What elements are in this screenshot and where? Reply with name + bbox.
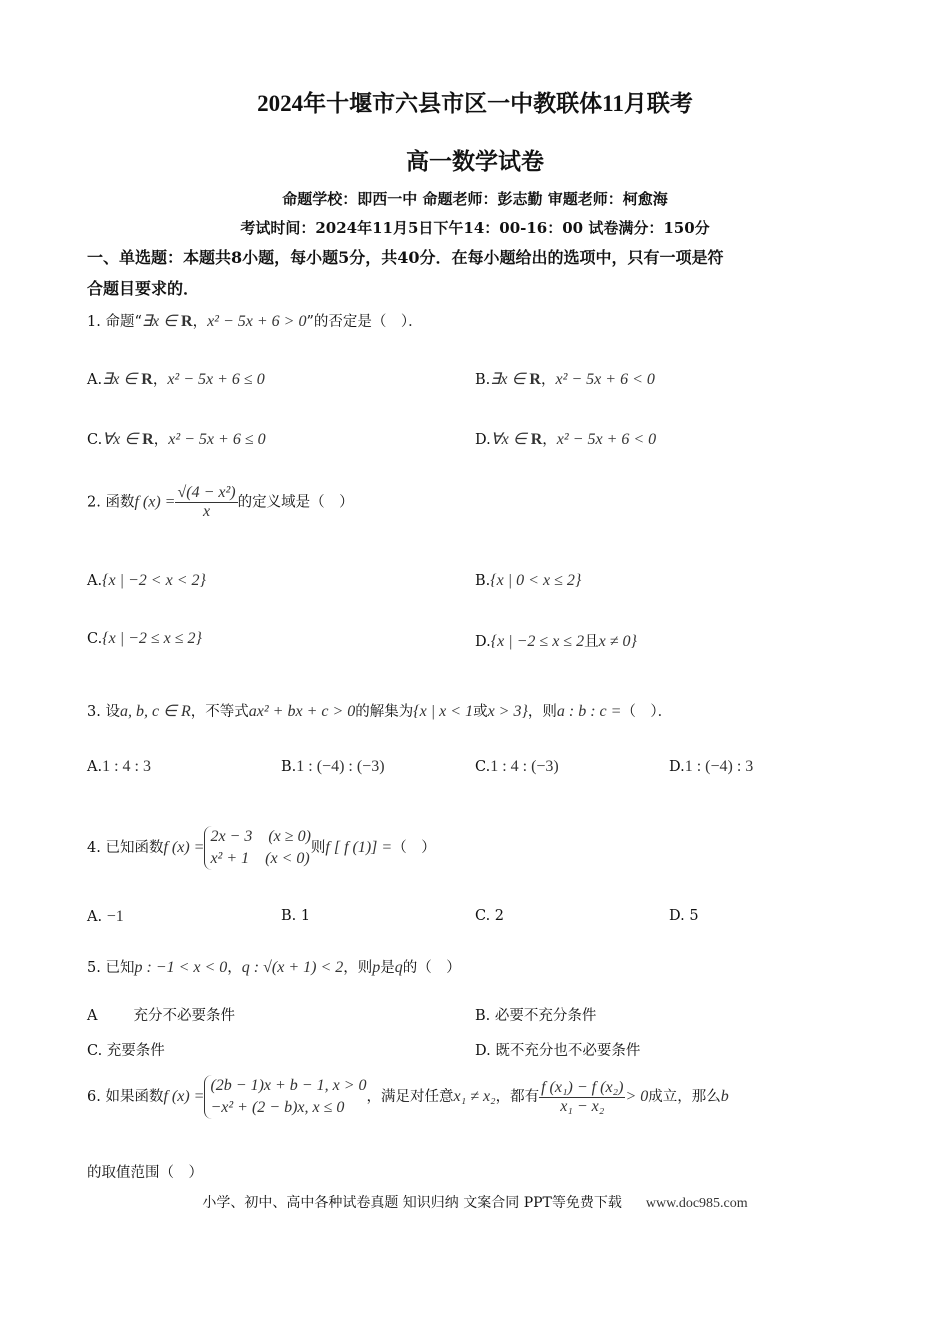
option-math-quantifier: ∃x ∈ — [102, 371, 142, 388]
option-math-set: R — [530, 431, 543, 448]
q3-math-vars: a, b, c ∈ R — [119, 703, 191, 720]
exam-subtitle: 高一数学试卷 — [406, 149, 544, 174]
q3-option-c[interactable] — [475, 758, 559, 776]
question-4 — [87, 826, 436, 870]
q5-math-q: q : √(x + 1) < 2 — [241, 959, 344, 976]
q3-option-a[interactable] — [87, 758, 151, 776]
q4-text: 则 — [310, 840, 326, 856]
q4-option-a[interactable] — [87, 908, 124, 926]
option-math: {x | −2 < x < 2} — [102, 572, 206, 589]
option-label: B. — [475, 573, 491, 589]
option-label: B. — [281, 908, 297, 924]
option-math-set: R — [141, 371, 153, 388]
q5-option-c[interactable] — [87, 1039, 165, 1060]
q1-option-b[interactable]: B.∃x ∈ R，x² − 5x + 6 < 0 — [475, 371, 655, 388]
option-math-inequality: x² − 5x + 6 < 0 — [555, 371, 655, 388]
exam-title: 2024年十堰市六县市区一中教联体11月联考 — [257, 91, 693, 116]
option-value: 1 — [300, 908, 311, 924]
q5-blank: 的（ ） — [402, 960, 461, 976]
q4-option-d[interactable] — [669, 908, 699, 924]
option-math-inequality: x² − 5x + 6 ≤ 0 — [167, 371, 265, 388]
exam-info-line: 考试时间：2024年11月5日下午14：00-16：00 试卷满分：150分 — [240, 219, 710, 237]
option-value: −1 — [106, 908, 124, 925]
q5-sep: ， — [227, 960, 242, 976]
q1-option-a[interactable]: A.∃x ∈ R，x² − 5x + 6 ≤ 0 — [87, 371, 265, 388]
option-label: B. — [475, 1008, 491, 1024]
option-math-quantifier: ∃x ∈ — [490, 371, 530, 388]
q6-text: 成立，那么 — [648, 1089, 721, 1105]
option-math: {x | −2 ≤ x ≤ 2 — [490, 633, 585, 650]
option-connective: 且 — [584, 634, 599, 650]
q3-text: 的解集为 — [355, 704, 414, 720]
q3-option-b[interactable] — [281, 758, 385, 776]
q4-piecewise — [204, 826, 310, 870]
q6-text: ，都有 — [495, 1089, 540, 1105]
q5-option-b[interactable] — [475, 1004, 596, 1025]
option-text: 充要条件 — [106, 1043, 165, 1059]
option-math: x ≠ 0} — [598, 633, 637, 650]
q3-blank: （ ）． — [621, 704, 673, 720]
q6-fraction — [539, 1079, 625, 1116]
q1-option-d[interactable]: D.∀x ∈ R，x² − 5x + 6 < 0 — [475, 431, 657, 448]
option-math-quantifier: ∀x ∈ — [102, 431, 143, 448]
q1-suffix: ”的否定是（ ）． — [306, 314, 423, 330]
q4-math-composition: f [ f (1)] = — [325, 839, 393, 856]
option-text: 充分不必要条件 — [133, 1008, 235, 1024]
option-math-set: R — [529, 371, 541, 388]
section-heading-line2: 合题目要求的． — [87, 279, 200, 298]
q3-option-d[interactable] — [669, 758, 753, 776]
q5-var-p: p — [372, 959, 381, 976]
piecewise-case: x² + 1 (x < 0) — [210, 850, 310, 867]
section-heading-line1: 一、单选题：本题共8小题，每小题5分，共40分．在每小题给出的选项中，只有一项是符 — [87, 248, 724, 267]
question-5 — [87, 956, 461, 977]
fraction-denominator: x — [202, 503, 211, 520]
q3-text: ，则 — [527, 704, 557, 720]
q6-text: ，满足对任意 — [366, 1089, 454, 1105]
option-math-set: R — [142, 431, 154, 448]
authors-line: 命题学校：即西一中 命题老师：彭志勤 审题老师：柯愈海 — [282, 190, 668, 208]
question-2 — [87, 484, 354, 521]
q3-text: 或 — [473, 704, 488, 720]
q4-option-c[interactable] — [475, 908, 504, 924]
question-6 — [87, 1075, 729, 1119]
q3-math-ratio: a : b : c = — [556, 703, 622, 720]
q4-math-fx: f (x) = — [163, 839, 205, 856]
piecewise-case: (2b − 1)x + b − 1, x > 0 — [210, 1077, 367, 1094]
q2-option-d[interactable] — [475, 630, 637, 651]
q3-math-set: x > 3} — [487, 703, 528, 720]
q2-suffix: 的定义域是（ ） — [237, 494, 354, 511]
q6-math-fx: f (x) = — [163, 1088, 205, 1105]
q1-option-c[interactable]: C.∀x ∈ R，x² − 5x + 6 ≤ 0 — [87, 431, 266, 448]
option-label: D. — [475, 432, 491, 448]
option-math: 1 : (−4) : 3 — [684, 758, 754, 775]
option-label: D. — [669, 908, 685, 924]
q1-math-quantifier: ∃x ∈ — [141, 313, 182, 330]
option-label: D. — [475, 1043, 491, 1059]
option-text: 既不充分也不必要条件 — [495, 1043, 641, 1059]
question-1 — [87, 310, 423, 331]
q1-math-set: R — [181, 313, 193, 330]
option-label: A — [87, 1008, 98, 1024]
q2-option-a[interactable] — [87, 572, 206, 590]
question-3 — [87, 700, 672, 721]
option-math: 1 : 4 : (−3) — [490, 758, 559, 775]
q5-math-p: p : −1 < x < 0 — [134, 959, 228, 976]
option-math-inequality: x² − 5x + 6 ≤ 0 — [168, 431, 266, 448]
option-label: B. — [281, 759, 297, 775]
fraction-numerator: f (x₁) − f (x₂) — [541, 1078, 624, 1096]
option-label: D. — [475, 634, 491, 650]
q5-prefix: 5. 已知 — [87, 960, 135, 976]
option-label: A. — [87, 573, 103, 589]
q2-fraction — [175, 484, 237, 521]
q6-math-gt: > 0 — [625, 1088, 649, 1105]
option-math-inequality: x² − 5x + 6 < 0 — [556, 431, 657, 448]
option-math: 1 : 4 : 3 — [102, 758, 151, 775]
option-label: A. — [87, 909, 103, 925]
question-6-line2: 的取值范围（ ） — [87, 1165, 203, 1181]
footer-link[interactable]: www.doc985.com — [645, 1196, 748, 1211]
q3-math-set: {x | x < 1 — [413, 703, 474, 720]
option-math-quantifier: ∀x ∈ — [490, 431, 531, 448]
option-label: C. — [475, 908, 491, 924]
q2-math-fx: f (x) = — [134, 493, 176, 511]
q4-option-b[interactable] — [281, 908, 310, 924]
q6-piecewise — [204, 1075, 366, 1119]
q3-text: ，不等式 — [190, 704, 249, 720]
page-footer — [0, 1192, 950, 1212]
q3-prefix: 3. 设 — [87, 704, 120, 720]
q5-option-d[interactable] — [475, 1039, 640, 1060]
q5-option-a[interactable] — [87, 1004, 235, 1025]
q1-prefix: 1. 命题“ — [87, 314, 142, 330]
piecewise-case: 2x − 3 (x ≥ 0) — [210, 828, 311, 845]
q2-prefix: 2. 函数 — [87, 494, 135, 511]
option-math: 1 : (−4) : (−3) — [296, 758, 385, 775]
footer-text: 小学、初中、高中各种试卷真题 知识归纳 文案合同 PPT等免费下载 — [202, 1195, 622, 1211]
q4-prefix: 4. 已知函数 — [87, 840, 164, 856]
q2-option-b[interactable] — [475, 572, 581, 590]
fraction-denominator: x₁ − x₂ — [560, 1097, 605, 1115]
option-math: {x | 0 < x ≤ 2} — [490, 572, 582, 589]
option-label: C. — [475, 759, 491, 775]
option-value: 2 — [494, 908, 505, 924]
q5-var-q: q — [394, 959, 403, 976]
option-label: C. — [87, 631, 103, 647]
q5-text: 是 — [380, 960, 395, 976]
q2-option-c[interactable] — [87, 630, 202, 648]
option-label: C. — [87, 1043, 103, 1059]
q4-blank: （ ） — [392, 840, 436, 856]
q6-var-b: b — [720, 1088, 729, 1105]
q1-sep: ， — [192, 314, 208, 330]
fraction-numerator: √(4 − x²) — [177, 484, 236, 501]
option-label: C. — [87, 432, 103, 448]
q6-prefix: 6. 如果函数 — [87, 1089, 164, 1105]
option-label: A. — [87, 759, 103, 775]
option-label: B. — [475, 372, 491, 388]
q5-text: ，则 — [343, 960, 373, 976]
option-math: {x | −2 ≤ x ≤ 2} — [102, 630, 202, 647]
q1-math-inequality: x² − 5x + 6 > 0 — [207, 313, 307, 330]
option-label: D. — [669, 759, 685, 775]
piecewise-case: −x² + (2 − b)x, x ≤ 0 — [210, 1099, 345, 1116]
option-label: A. — [87, 372, 103, 388]
q3-math-inequality: ax² + bx + c > 0 — [248, 703, 356, 720]
option-value: 5 — [689, 908, 699, 924]
q6-math-condition: x₁ ≠ x₂ — [453, 1088, 496, 1105]
option-text: 必要不充分条件 — [494, 1008, 597, 1024]
